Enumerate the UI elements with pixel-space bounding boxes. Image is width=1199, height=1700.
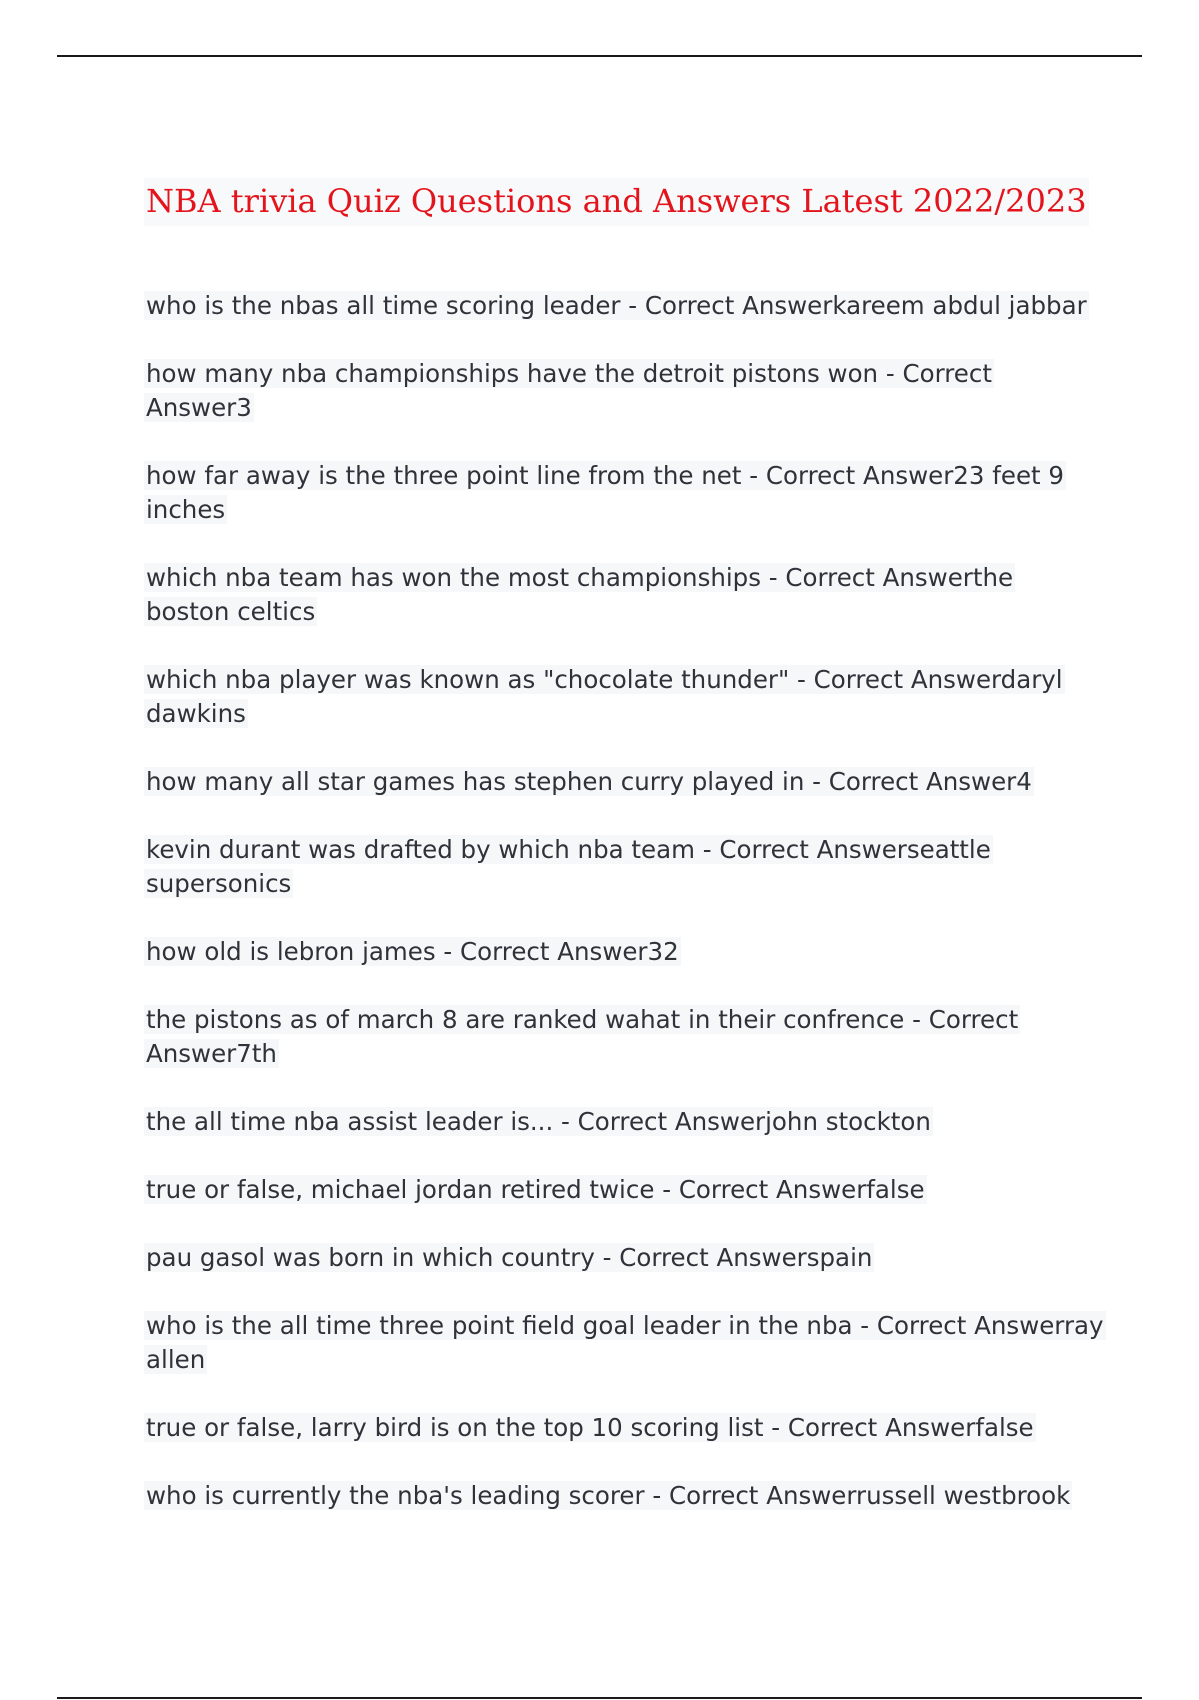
qa-item-12 xyxy=(144,1241,1104,1275)
footer-rule xyxy=(57,1697,1142,1699)
qa-text: how many all star games has stephen curry played in - Correct Answer4 xyxy=(146,767,1032,796)
qa-text: true or false, michael jordan retired twice - Correct Answerfalse xyxy=(146,1175,925,1204)
qa-text: who is currently the nba's leading scorer - Correct Answerrussell westbrook xyxy=(146,1481,1071,1510)
qa-list xyxy=(144,289,1104,1547)
qa-text: kevin durant was drafted by which nba team - Correct Answerseattle supersonics xyxy=(146,835,991,898)
qa-item-2 xyxy=(144,357,1104,425)
qa-item-1 xyxy=(144,289,1104,323)
qa-text: which nba team has won the most championships - Correct Answerthe boston celtics xyxy=(146,563,1014,626)
qa-item-10 xyxy=(144,1105,1104,1139)
qa-item-5 xyxy=(144,663,1104,731)
qa-item-15 xyxy=(144,1479,1104,1513)
qa-item-7 xyxy=(144,833,1104,901)
qa-item-13 xyxy=(144,1309,1104,1377)
qa-text: the all time nba assist leader is... - Correct Answerjohn stockton xyxy=(146,1107,931,1136)
qa-text: pau gasol was born in which country - Correct Answerspain xyxy=(146,1243,873,1272)
qa-text: the pistons as of march 8 are ranked wahat in their confrence - Correct Answer7th xyxy=(146,1005,1019,1068)
qa-text: true or false, larry bird is on the top 10 scoring list - Correct Answerfalse xyxy=(146,1413,1034,1442)
header-rule xyxy=(57,55,1142,57)
qa-item-9 xyxy=(144,1003,1104,1071)
qa-text: which nba player was known as "chocolate thunder" - Correct Answerdaryl dawkins xyxy=(146,665,1063,728)
qa-item-11 xyxy=(144,1173,1104,1207)
document-title: NBA trivia Quiz Questions and Answers Latest 2022/2023 xyxy=(144,178,1089,226)
qa-item-14 xyxy=(144,1411,1104,1445)
qa-text: how far away is the three point line from the net - Correct Answer23 feet 9 inches xyxy=(146,461,1065,524)
qa-text: how many nba championships have the detroit pistons won - Correct Answer3 xyxy=(146,359,992,422)
qa-text: who is the all time three point field goal leader in the nba - Correct Answerray allen xyxy=(146,1311,1104,1374)
qa-item-4 xyxy=(144,561,1104,629)
qa-item-8 xyxy=(144,935,1104,969)
qa-text: how old is lebron james - Correct Answer32 xyxy=(146,937,679,966)
qa-item-6 xyxy=(144,765,1104,799)
qa-item-3 xyxy=(144,459,1104,527)
qa-text: who is the nbas all time scoring leader - Correct Answerkareem abdul jabbar xyxy=(146,291,1087,320)
